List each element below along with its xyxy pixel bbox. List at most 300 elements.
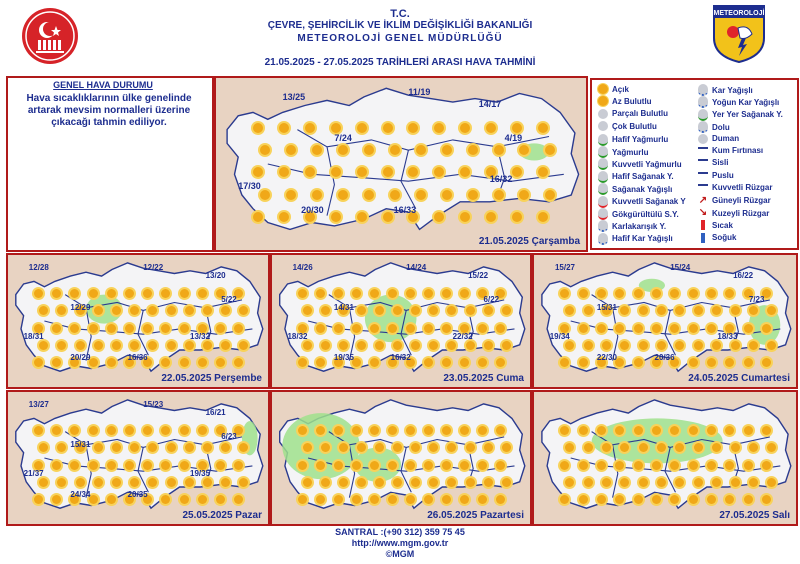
sun-icon: [639, 341, 648, 350]
heavy-shower-icon: [598, 196, 608, 208]
temperature-label: 13/25: [282, 91, 306, 102]
temperature-label: 17/30: [238, 181, 261, 192]
temperature-label: 12/22: [143, 262, 164, 272]
legend-item: [598, 121, 657, 131]
sun-icon: [298, 495, 307, 504]
sun-icon: [538, 123, 548, 133]
sun-icon: [466, 341, 475, 350]
temperature-label: 15/24: [670, 262, 691, 272]
forecast-map-day-2: [270, 253, 532, 389]
sun-icon: [579, 358, 588, 367]
turkey-map: [272, 255, 530, 387]
header-line-1: T.C.: [390, 8, 410, 20]
sun-icon: [602, 478, 611, 487]
sun-icon: [143, 461, 152, 470]
sun-icon: [180, 324, 189, 333]
forecast-title: 21.05.2025 - 27.05.2025 TARİHLERİ ARASI HAVA TAHMİNİ: [264, 57, 536, 68]
sun-icon: [707, 495, 716, 504]
temperature-label: 16/32: [390, 352, 411, 362]
sun-icon: [39, 341, 48, 350]
sun-icon: [334, 324, 343, 333]
sun-icon: [598, 84, 608, 94]
sun-icon: [180, 358, 189, 367]
sun-icon: [694, 341, 703, 350]
sun-icon: [767, 478, 776, 487]
temperature-label: 6/23: [221, 431, 237, 441]
temperature-label: 20/30: [301, 205, 324, 216]
sun-icon: [390, 190, 400, 200]
sun-icon: [388, 461, 397, 470]
sun-icon: [357, 212, 367, 222]
legend-label: Kar Yağışlı: [712, 85, 753, 95]
temperature-label: 7/24: [334, 133, 352, 144]
sun-icon: [383, 212, 393, 222]
sun-icon: [670, 461, 679, 470]
legend-item: [598, 208, 679, 220]
hail-icon: [698, 121, 708, 133]
sun-icon: [334, 495, 343, 504]
sun-icon: [579, 426, 588, 435]
temperature-label: 13/20: [205, 270, 226, 280]
legend-panel: [590, 78, 799, 250]
sun-icon: [512, 123, 522, 133]
legend-item: [698, 196, 771, 206]
sun-icon: [744, 495, 753, 504]
legend-label: Yağmurlu: [612, 147, 649, 157]
sun-icon: [597, 495, 606, 504]
sun-icon: [762, 324, 771, 333]
legend-item: [698, 171, 734, 180]
sun-icon: [466, 443, 475, 452]
sun-icon: [494, 190, 504, 200]
meteorology-logo: [712, 4, 766, 64]
thunderstorm-icon: [598, 208, 608, 220]
sun-icon: [334, 461, 343, 470]
sun-icon: [216, 324, 225, 333]
legend-label: Sisli: [712, 158, 729, 168]
sun-icon: [484, 341, 493, 350]
sun-icon: [460, 123, 470, 133]
forecast-date: 25.05.2025 Pazar: [182, 510, 262, 521]
sun-icon: [579, 289, 588, 298]
sun-icon: [279, 212, 289, 222]
sun-icon: [442, 324, 451, 333]
sun-icon: [707, 461, 716, 470]
sun-icon: [494, 145, 504, 155]
sun-icon: [107, 495, 116, 504]
sun-icon: [731, 341, 740, 350]
sun-icon: [634, 495, 643, 504]
temperature-label: 16/21: [205, 407, 226, 417]
heavy-rain-icon: [598, 158, 608, 170]
sun-icon: [393, 341, 402, 350]
sun-icon: [112, 478, 121, 487]
legend-item: [598, 146, 648, 158]
legend-label: Gökgürültülü S.Y.: [612, 209, 679, 219]
sun-icon: [579, 461, 588, 470]
sun-icon: [634, 461, 643, 470]
fog-icon: [698, 159, 708, 166]
sun-icon: [52, 324, 61, 333]
sun-icon: [298, 358, 307, 367]
legend-label: Çok Bulutlu: [612, 121, 657, 131]
sun-icon: [744, 461, 753, 470]
general-weather-title: GENEL HAVA DURUMU: [53, 80, 153, 90]
sun-icon: [203, 341, 212, 350]
heavy-snow-icon: [698, 96, 708, 108]
legend-label: Kum Fırtınası: [712, 146, 764, 155]
sun-icon: [321, 478, 330, 487]
hot-icon: [701, 220, 705, 230]
sun-icon: [560, 461, 569, 470]
sun-icon: [364, 190, 374, 200]
sun-icon: [468, 190, 478, 200]
sun-icon: [486, 123, 496, 133]
sun-icon: [298, 461, 307, 470]
footer-url[interactable]: http://www.mgm.gov.tr: [351, 538, 449, 548]
sun-icon: [689, 426, 698, 435]
sun-icon: [216, 358, 225, 367]
temperature-label: 16/22: [733, 270, 754, 280]
temperature-label: 18/31: [23, 331, 44, 341]
sun-icon: [584, 341, 593, 350]
south-wind-icon: ↗: [698, 194, 708, 206]
legend-label: Yoğun Kar Yağışlı: [712, 97, 780, 107]
precipitation-area: [592, 418, 723, 463]
forecast-date: 23.05.2025 Cuma: [443, 373, 524, 384]
sun-icon: [602, 341, 611, 350]
sun-icon: [198, 495, 207, 504]
light-rain-icon: [598, 134, 608, 146]
legend-label: Güneyli Rüzgar: [712, 196, 771, 206]
temperature-label: 20/29: [70, 352, 91, 362]
legend-item: [598, 158, 682, 170]
legend-item: [598, 109, 668, 119]
sun-icon: [370, 461, 379, 470]
sun-icon: [357, 123, 367, 133]
sun-icon: [652, 324, 661, 333]
forecast-map-day-4: [6, 390, 270, 526]
sun-icon: [416, 190, 426, 200]
shower-icon: [598, 183, 608, 195]
legend-item: [598, 220, 666, 232]
temperature-label: 19/35: [333, 352, 354, 362]
sun-icon: [70, 461, 79, 470]
temperature-label: 24/34: [70, 489, 91, 499]
sun-icon: [39, 478, 48, 487]
temperature-label: 16/32: [489, 174, 513, 185]
sun-icon: [167, 478, 176, 487]
temperature-label: 15/27: [554, 262, 575, 272]
sun-icon: [185, 478, 194, 487]
sun-icon: [89, 426, 98, 435]
legend-label: Puslu: [712, 170, 734, 180]
main-forecast-map: [214, 76, 588, 252]
sun-icon: [303, 478, 312, 487]
temperature-label: 14/17: [478, 98, 502, 109]
sun-icon: [634, 324, 643, 333]
sun-icon: [731, 478, 740, 487]
sun-icon: [316, 461, 325, 470]
sun-icon: [34, 495, 43, 504]
sun-icon: [597, 324, 606, 333]
sun-icon: [538, 212, 548, 222]
legend-label: Hafif Sağanak Y.: [612, 172, 674, 182]
legend-item: [698, 96, 779, 108]
sandstorm-icon: [698, 147, 708, 154]
temperature-label: 6/22: [483, 294, 500, 304]
partly-sunny-icon: [598, 96, 608, 106]
sun-icon: [383, 123, 393, 133]
legend-label: Dolu: [712, 122, 730, 132]
legend-item: [598, 84, 629, 94]
snow-icon: [698, 84, 708, 96]
sun-icon: [744, 324, 753, 333]
sun-icon: [434, 123, 444, 133]
strong-wind-icon: [698, 184, 708, 191]
footer-phone: SANTRAL :(+90 312) 359 75 45: [335, 527, 465, 537]
sun-icon: [707, 358, 716, 367]
light-shower-icon: [598, 171, 608, 183]
legend-item: [698, 146, 763, 155]
temperature-label: 11/19: [408, 86, 431, 97]
cold-icon: [701, 233, 705, 243]
legend-label: Hafif Yağmurlu: [612, 135, 669, 145]
sun-icon: [424, 461, 433, 470]
sun-icon: [107, 461, 116, 470]
legend-label: Sağanak Yağışlı: [612, 184, 673, 194]
sun-icon: [694, 478, 703, 487]
sun-icon: [221, 478, 230, 487]
sun-icon: [305, 123, 315, 133]
legend-item: [698, 134, 739, 144]
forecast-date: 26.05.2025 Pazartesi: [427, 510, 524, 521]
sun-icon: [579, 495, 588, 504]
sun-icon: [89, 324, 98, 333]
sun-icon: [712, 341, 721, 350]
sun-icon: [112, 341, 121, 350]
temperature-label: 19/35: [190, 468, 211, 478]
sun-icon: [652, 461, 661, 470]
temperature-label: 7/23: [748, 294, 765, 304]
sun-icon: [167, 341, 176, 350]
sun-icon: [502, 478, 511, 487]
sun-icon: [234, 461, 243, 470]
sun-icon: [89, 461, 98, 470]
legend-item: [698, 109, 783, 121]
sun-icon: [615, 461, 624, 470]
sun-icon: [312, 190, 322, 200]
temperature-label: 20/35: [127, 489, 148, 499]
sun-icon: [767, 341, 776, 350]
temperature-label: 16/36: [127, 352, 148, 362]
sun-icon: [76, 341, 85, 350]
sun-icon: [584, 478, 593, 487]
sun-icon: [161, 324, 170, 333]
turkey-map: [534, 392, 796, 524]
temperature-label: 15/31: [70, 439, 91, 449]
temperature-label: 18/33: [717, 331, 738, 341]
sun-icon: [652, 495, 661, 504]
legend-label: Kuvvetli Sağanak Y: [612, 197, 686, 207]
sun-icon: [712, 478, 721, 487]
sun-icon: [634, 289, 643, 298]
sun-icon: [203, 478, 212, 487]
sun-icon: [689, 324, 698, 333]
forecast-date: 27.05.2025 Salı: [719, 510, 790, 521]
sun-icon: [762, 358, 771, 367]
temperature-label: 18/32: [287, 331, 308, 341]
temperature-label: 13/27: [28, 399, 49, 409]
temperature-label: 14/31: [333, 302, 354, 312]
sun-icon: [725, 461, 734, 470]
sun-icon: [383, 167, 393, 177]
legend-item: [598, 171, 674, 183]
sun-icon: [180, 426, 189, 435]
temperature-label: 22/30: [596, 352, 617, 362]
sun-icon: [375, 341, 384, 350]
sun-icon: [657, 478, 666, 487]
legend-label: Kuvvetli Rüzgar: [712, 183, 773, 193]
sun-icon: [762, 461, 771, 470]
sun-icon: [406, 461, 415, 470]
temperature-label: 14/26: [292, 262, 313, 272]
sun-icon: [34, 358, 43, 367]
turkey-map: [8, 392, 268, 524]
sun-icon: [375, 478, 384, 487]
north-wind-icon: ↘: [698, 207, 708, 218]
sun-icon: [597, 461, 606, 470]
sun-icon: [689, 289, 698, 298]
sun-icon: [357, 341, 366, 350]
overcast-icon: [598, 121, 608, 131]
precipitation-area: [365, 295, 417, 343]
legend-label: Soğuk: [712, 233, 737, 243]
sun-icon: [70, 324, 79, 333]
sun-icon: [331, 123, 341, 133]
legend-label: Az Bulutlu: [612, 96, 652, 106]
temperature-label: 22/32: [452, 331, 473, 341]
sun-icon: [89, 289, 98, 298]
legend-label: Karlakarışık Y.: [612, 221, 667, 231]
legend-item: [598, 196, 686, 208]
sun-icon: [221, 341, 230, 350]
rain-icon: [598, 146, 608, 158]
sun-icon: [370, 495, 379, 504]
sun-icon: [180, 495, 189, 504]
sun-icon: [634, 358, 643, 367]
sun-icon: [762, 495, 771, 504]
legend-item: [598, 96, 652, 106]
sun-icon: [689, 495, 698, 504]
sun-icon: [76, 478, 85, 487]
legend-label: Parçalı Bulutlu: [612, 109, 669, 119]
directorate-name: METEOROLOJİ GENEL MÜDÜRLÜĞÜ: [297, 33, 503, 44]
sun-icon: [707, 324, 716, 333]
sun-icon: [424, 324, 433, 333]
legend-item: [698, 233, 736, 243]
sun-icon: [352, 324, 361, 333]
sun-icon: [478, 461, 487, 470]
forecast-map-day-5: [270, 390, 532, 526]
sun-icon: [442, 190, 452, 200]
general-weather-text: Hava sıcaklıklarının ülke genelinde artarak mevsim normalleri üzerine çıkacağı tahmin ediliyor.: [26, 93, 192, 128]
sun-icon: [689, 461, 698, 470]
temperature-label: 13/32: [190, 331, 211, 341]
sun-icon: [390, 145, 400, 155]
sun-icon: [52, 461, 61, 470]
sun-icon: [143, 324, 152, 333]
turkey-map: [272, 392, 530, 524]
sun-icon: [216, 461, 225, 470]
sun-icon: [331, 212, 341, 222]
sun-icon: [125, 324, 134, 333]
sun-icon: [303, 341, 312, 350]
sleet-icon: [598, 220, 608, 232]
sun-icon: [130, 341, 139, 350]
sun-icon: [338, 190, 348, 200]
legend-item: [698, 121, 730, 133]
temperature-label: 21/37: [23, 468, 44, 478]
legend-label: Yer Yer Sağanak Y.: [712, 110, 783, 120]
temperature-label: 14/24: [406, 262, 427, 272]
sun-icon: [657, 341, 666, 350]
sun-icon: [180, 461, 189, 470]
sun-icon: [749, 341, 758, 350]
sun-icon: [339, 478, 348, 487]
sun-icon: [670, 324, 679, 333]
sun-icon: [198, 358, 207, 367]
sun-icon: [316, 358, 325, 367]
sun-icon: [94, 341, 103, 350]
sun-icon: [352, 461, 361, 470]
sun-icon: [615, 324, 624, 333]
sun-icon: [466, 478, 475, 487]
sun-icon: [689, 358, 698, 367]
legend-label: Açık: [612, 84, 629, 94]
sun-icon: [731, 306, 740, 315]
sun-icon: [731, 443, 740, 452]
legend-label: Hafif Kar Yağışlı: [612, 234, 673, 244]
legend-item: [698, 208, 769, 218]
temperature-label: 4/19: [504, 133, 523, 144]
sun-icon: [744, 426, 753, 435]
legend-item: [698, 84, 753, 96]
sun-icon: [484, 478, 493, 487]
legend-label: Duman: [712, 134, 740, 144]
sun-icon: [460, 461, 469, 470]
sun-icon: [357, 478, 366, 487]
sun-icon: [639, 478, 648, 487]
turkey-map: [8, 255, 268, 387]
temperature-label: 15/31: [596, 302, 617, 312]
sun-icon: [339, 341, 348, 350]
forecast-date: 24.05.2025 Cumartesi: [688, 373, 790, 384]
sun-icon: [107, 324, 116, 333]
main-map-date: 21.05.2025 Çarşamba: [478, 236, 580, 247]
haze-icon: [698, 172, 708, 179]
sun-icon: [442, 145, 452, 155]
sun-icon: [125, 461, 134, 470]
sun-icon: [185, 341, 194, 350]
sun-icon: [468, 145, 478, 155]
smoke-icon: [698, 134, 708, 144]
sun-icon: [388, 324, 397, 333]
sun-icon: [478, 324, 487, 333]
turkey-map: [216, 78, 586, 250]
sun-icon: [352, 495, 361, 504]
sun-icon: [107, 358, 116, 367]
